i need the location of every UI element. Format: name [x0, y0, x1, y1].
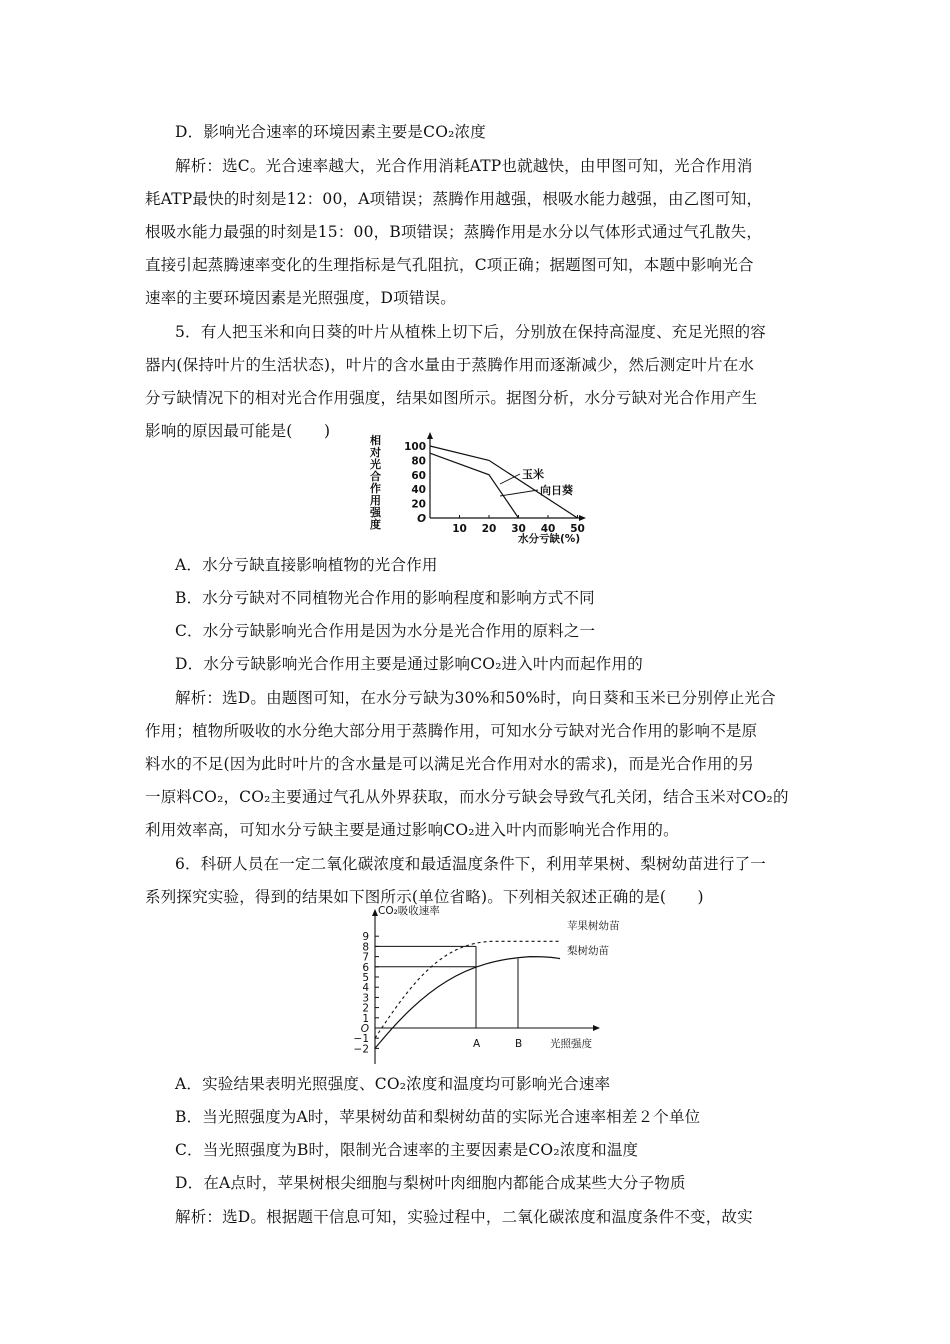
q6-curve-apple — [375, 941, 560, 1038]
q6-y-tick-label: 1 — [362, 1012, 369, 1025]
q6-option-d: D．在A点时，苹果树根尖细胞与梨树叶肉细胞内都能合成某些大分子物质 — [175, 1174, 686, 1192]
q5-option-d: D．水分亏缺影响光合作用主要是通过影响CO₂进入叶内而起作用的 — [175, 655, 643, 673]
q5-y-tick-label: O — [417, 513, 426, 525]
q6-x-arrow — [593, 1025, 600, 1031]
q4-analysis-line: 解析：选C。光合速率越大，光合作用消耗ATP也就越快，由甲图可知，光合作用消 — [175, 157, 753, 175]
q5-leader-sunflower — [500, 490, 538, 496]
q5-option-b: B．水分亏缺对不同植物光合作用的影响程度和影响方式不同 — [175, 589, 595, 607]
q5-y-tick-label: 60 — [411, 469, 426, 482]
q5-stem-line: 5．有人把玉米和向日葵的叶片从植株上切下后，分别放在保持高湿度、充足光照的容 — [175, 323, 766, 341]
q5-analysis-line: 料水的不足(因为此时叶片的含水量是可以满足光合作用对水的需求)，而是光合作用的另 — [145, 755, 755, 773]
q5-stem-line: 器内(保持叶片的生活状态)，叶片的含水量由于蒸腾作用而逐渐减少，然后测定叶片在水 — [145, 356, 755, 374]
q5-option-a: A．水分亏缺直接影响植物的光合作用 — [175, 556, 438, 574]
q5-x-tick-label: 30 — [511, 523, 526, 535]
q5-y-ticks — [404, 441, 426, 525]
q5-y-tick-label: 80 — [411, 455, 426, 468]
q6-analysis-line: 解析：选D。根据题干信息可知，实验过程中，二氧化碳浓度和温度条件不变，故实 — [175, 1208, 753, 1226]
q6-series — [375, 941, 560, 1048]
q5-ylabel — [369, 433, 382, 531]
q6-y-tick-label: 4 — [362, 982, 369, 995]
q6-option-a: A．实验结果表明光照强度、CO₂浓度和温度均可影响光合速率 — [175, 1075, 611, 1093]
q6-y-tick-label: 5 — [362, 972, 369, 984]
q6-y-tick-label: −2 — [353, 1043, 369, 1056]
q5-x-tick-label: 10 — [452, 523, 467, 535]
q6-y-tick-label: 7 — [362, 951, 369, 964]
q4-analysis-line: 直接引起蒸腾速率变化的生理指标是气孔阻抗，C项正确；据题图可知，本题中影响光合 — [145, 256, 754, 274]
q6-stem-line: 6．科研人员在一定二氧化碳浓度和最适温度条件下，利用苹果树、梨树幼苗进行了一 — [175, 855, 766, 873]
q6-y-tick-label: 6 — [362, 961, 369, 974]
q4-analysis-line: 根吸水能力最强的时刻是15：00，B项错误；蒸腾作用是水分以气体形式通过气孔散失， — [145, 223, 763, 241]
q6-option-b: B．当光照强度为A时，苹果树幼苗和梨树幼苗的实际光合速率相差２个单位 — [175, 1108, 701, 1126]
q5-analysis-line: 利用效率高，可知水分亏缺主要是通过影响CO₂进入叶内而影响光合作用的。 — [145, 821, 679, 839]
q5-y-tick-label: 40 — [411, 484, 426, 497]
q6-y-label: CO₂吸收速率 — [378, 905, 440, 917]
q6-guides — [375, 946, 518, 1028]
q5-analysis-line: 作用；植物所吸收的水分绝大部分用于蒸腾作用，可知水分亏缺对光合作用的影响不是原 — [145, 722, 758, 740]
q5-ylabel-char: 强 — [370, 506, 381, 519]
q6-y-tick-label: 8 — [362, 941, 369, 954]
q5-stem-line: 影响的原因最可能是( ) — [145, 422, 331, 440]
q4-analysis-line: 耗ATP最快的时刻是12：00，A项错误；蒸腾作用越强，根吸水能力越强，由乙图可知， — [145, 190, 763, 208]
q5-x-arrow — [579, 515, 586, 521]
q6-y-tick-label: 3 — [362, 992, 369, 1005]
q5-y-arrow — [427, 432, 433, 439]
q5-analysis-line: 一原料CO₂，CO₂主要通过气孔从外界获取，而水分亏缺会导致气孔关闭，结合玉米对CO₂的 — [145, 788, 789, 806]
q6-series-label-apple: 苹果树幼苗 — [567, 920, 620, 932]
q5-stem-line: 分亏缺情况下的相对光合作用强度，结果如图所示。据图分析，水分亏缺对光合作用产生 — [145, 389, 758, 407]
q6-chart — [345, 900, 630, 1070]
q5-ylabel-char: 作 — [370, 482, 381, 495]
q5-ylabel-char: 相 — [370, 434, 381, 447]
q5-x-tick-label: 20 — [481, 523, 497, 535]
q6-y-tick-label: 9 — [362, 931, 369, 944]
q5-analysis-line: 解析：选D。由题图可知，在水分亏缺为30%和50%时，向日葵和玉米已分别停止光合 — [175, 689, 776, 707]
q6-stem-line: 系列探究实验，得到的结果如下图所示(单位省略)。下列相关叙述正确的是( ) — [145, 888, 704, 906]
q5-ylabel-char: 合 — [370, 470, 381, 483]
q5-y-tick-label: 100 — [404, 441, 426, 453]
q6-x-tick-a: A — [473, 1038, 481, 1050]
q5-x-label: 水分亏缺(%) — [518, 533, 581, 545]
q5-ylabel-char: 对 — [370, 446, 381, 459]
q6-x-tick-b: B — [515, 1038, 523, 1050]
q4-analysis-line: 速率的主要环境因素是光照强度，D项错误。 — [145, 289, 456, 307]
q6-option-c: C．当光照强度为B时，限制光合速率的主要因素是CO₂浓度和温度 — [175, 1141, 639, 1159]
q5-ylabel-char: 光 — [370, 458, 381, 471]
q6-x-label: 光照强度 — [550, 1038, 592, 1050]
q6-series-label-pear: 梨树幼苗 — [567, 945, 609, 957]
q5-line-sunflower — [430, 453, 519, 518]
q5-ylabel-char: 用 — [370, 494, 381, 507]
q5-x-tick-label: 40 — [540, 523, 556, 535]
q4-option-d: D．影响光合速率的环境因素主要是CO₂浓度 — [175, 123, 486, 141]
q6-y-tick-label: −1 — [353, 1033, 369, 1046]
q5-option-c: C．水分亏缺影响光合作用是因为水分是光合作用的原料之一 — [175, 622, 596, 640]
q6-curve-pear — [375, 957, 560, 1049]
q6-y-tick-label: 2 — [362, 1002, 369, 1015]
q5-ylabel-char: 度 — [370, 518, 381, 531]
q5-series-label-sunflower: 向日葵 — [540, 484, 573, 497]
q6-y-tick-label: O — [360, 1023, 369, 1035]
q5-series-label-maize: 玉米 — [522, 468, 544, 481]
q5-chart — [360, 430, 600, 550]
q5-y-tick-label: 20 — [411, 498, 426, 511]
q5-x-tick-label: 50 — [570, 523, 585, 535]
